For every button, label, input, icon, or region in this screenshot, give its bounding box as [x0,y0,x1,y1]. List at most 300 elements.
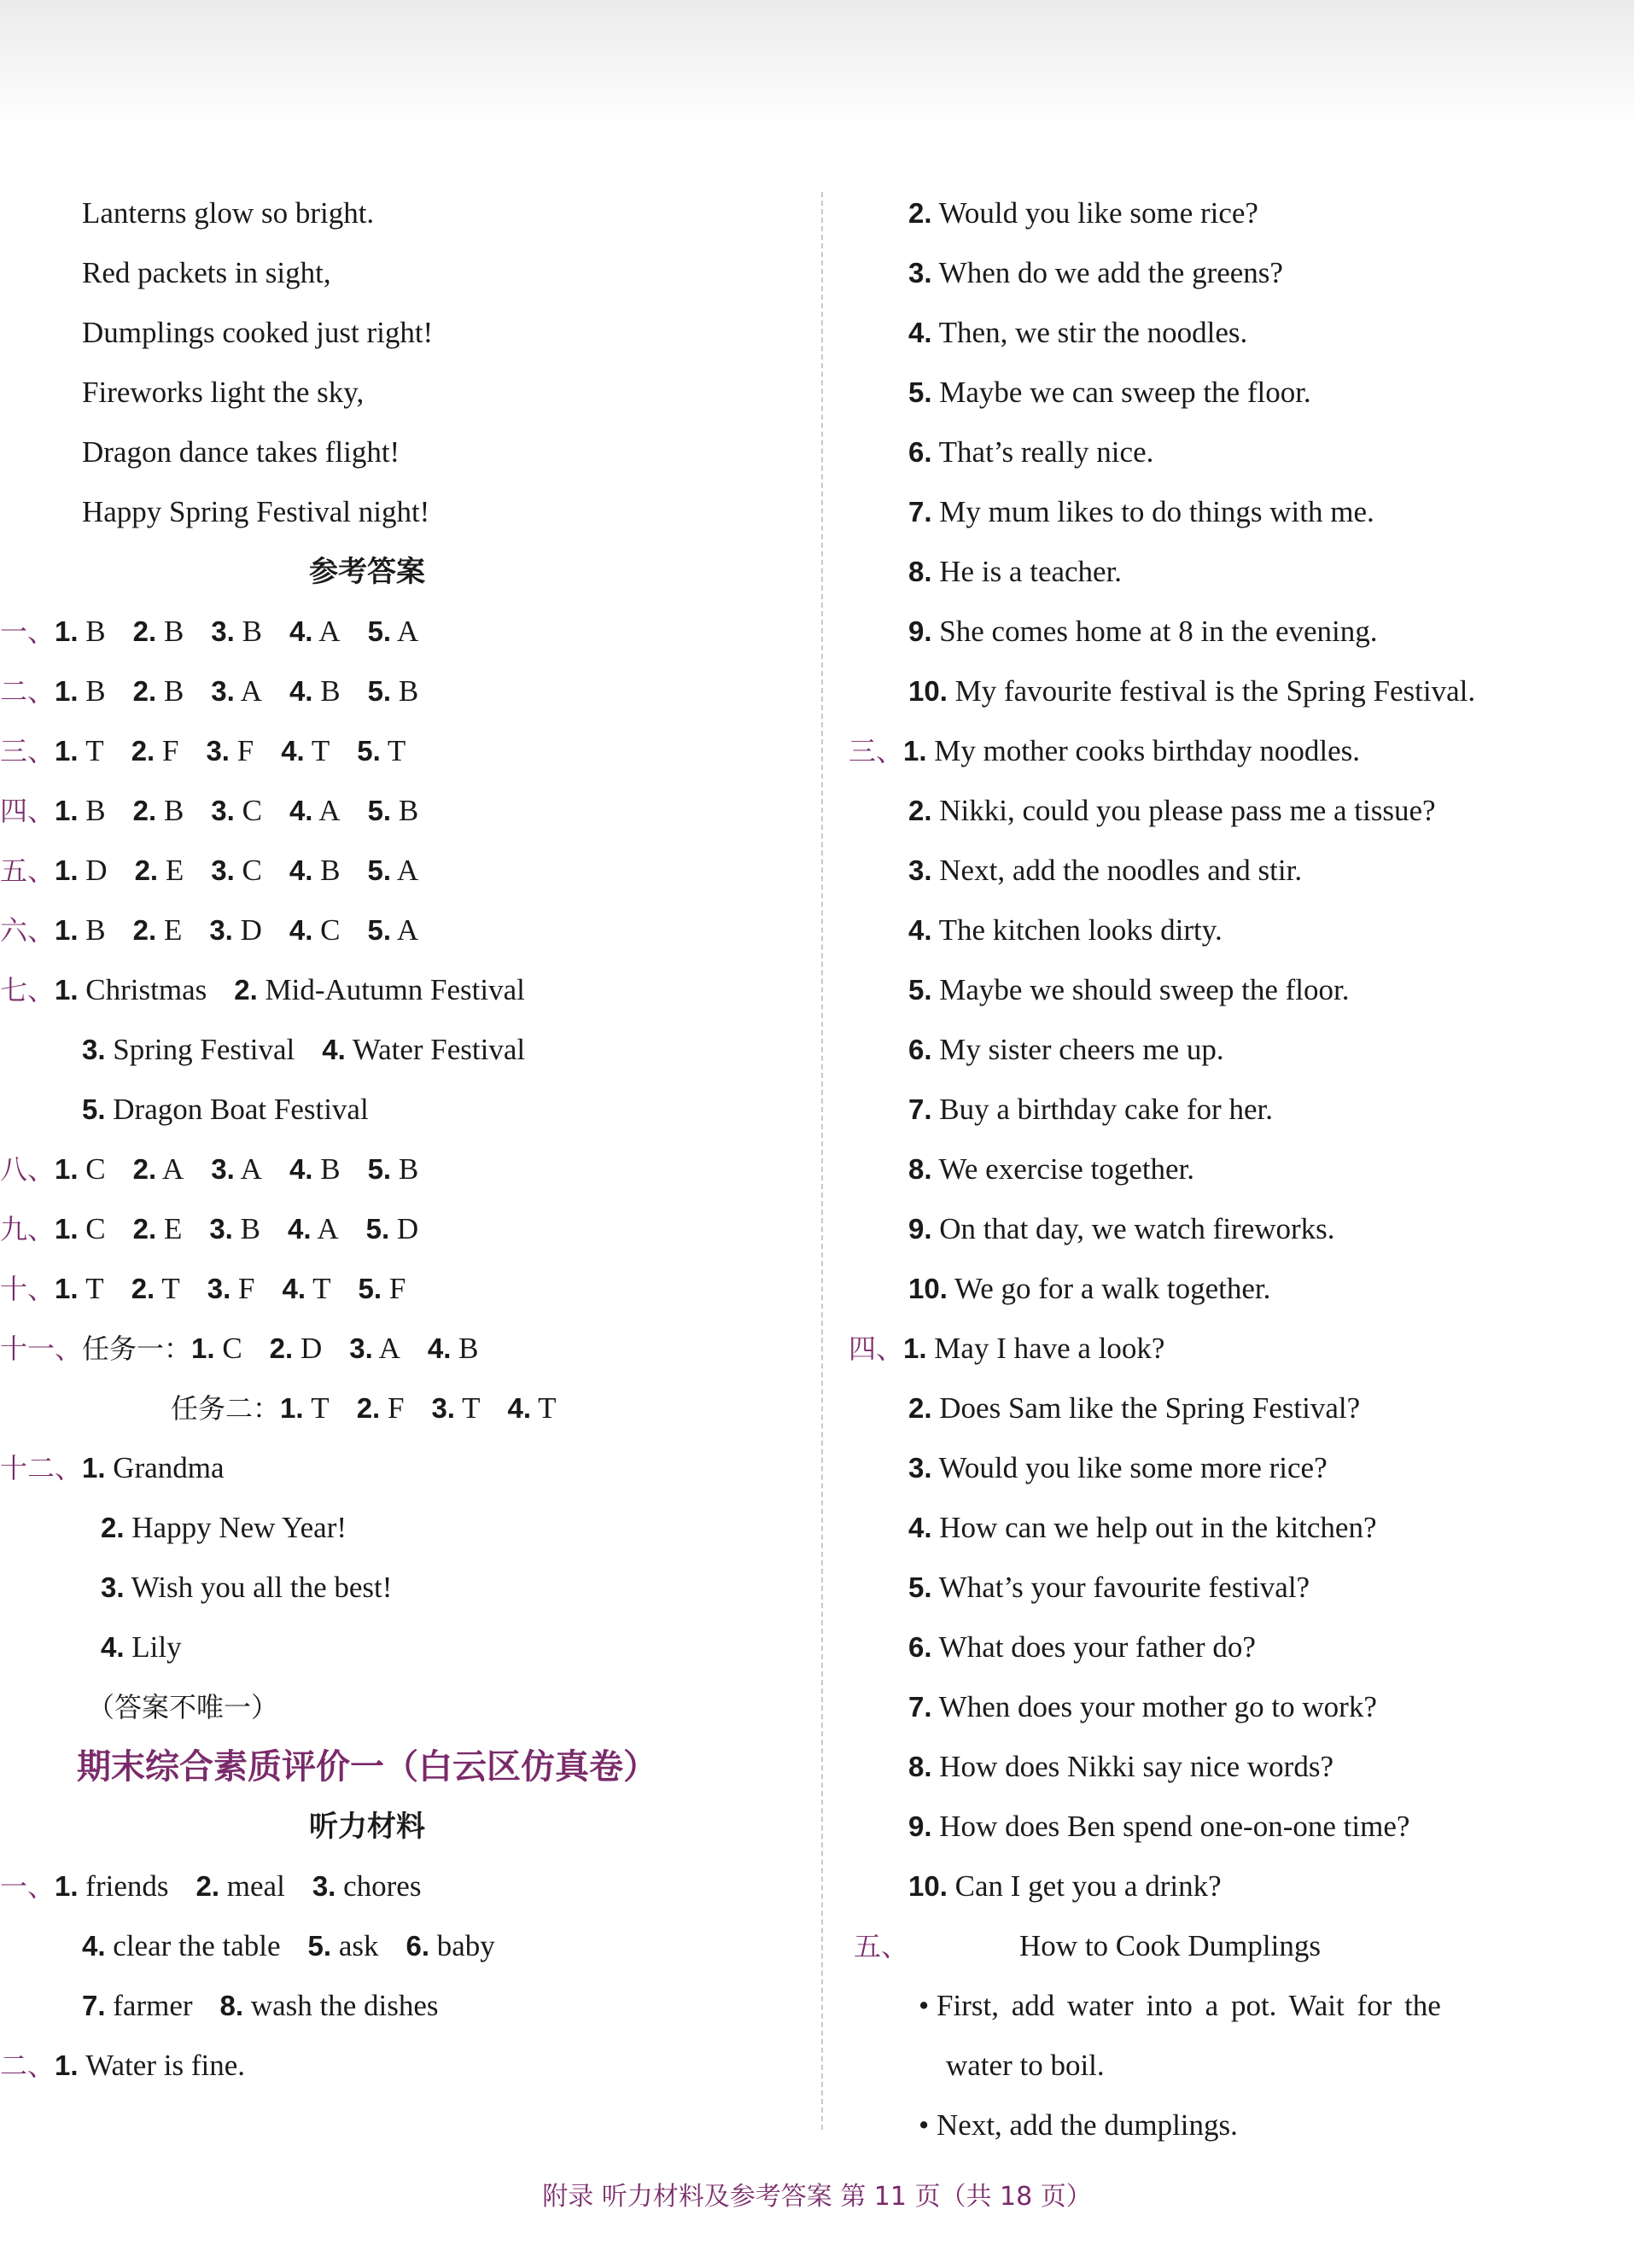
sentence-line [849,721,1588,781]
sentence-line [854,1199,1588,1259]
item-number: 5. [358,1273,382,1304]
answer-row [0,781,816,841]
item-number: 4. [908,317,932,348]
sentence-line [854,423,1588,482]
answer-letter: A [162,1152,184,1186]
sentence-line [854,960,1588,1020]
answer-letter: B [163,794,184,827]
answer-letter: F [161,734,179,767]
answer-text: Happy New Year! [131,1511,347,1544]
answer-row [0,901,816,960]
item-number: 2. [132,675,157,707]
item-number: 4. [101,1631,125,1663]
answer-letter: T [161,1272,180,1305]
answer-row [0,1140,816,1199]
item-number: 4. [289,1153,313,1185]
answer-row-11-cont [82,1379,816,1438]
answer-letter: D [85,854,108,887]
sentence-line [849,1319,1588,1379]
sentence-line [854,1379,1588,1438]
item-number: 4. [289,795,313,826]
poem-line: Dragon dance takes flight! [82,435,400,469]
section-label: 十一、 [0,1332,83,1365]
item-number: 4. [908,914,932,946]
item-number: 2. [132,795,157,826]
item-number: 5. [367,795,392,826]
section-label: 二、 [0,2049,55,2082]
answer-text: Lily [131,1630,182,1664]
item-number: 5. [367,854,392,886]
answer-text: clear the table [113,1929,281,1962]
answer-row-7-cont [82,1080,816,1140]
answer-letter: B [398,794,419,827]
sentence-text: Maybe we should sweep the floor. [939,973,1350,1006]
listen-row-1-cont [82,1916,816,1976]
answer-letter: A [378,1332,400,1365]
answer-letter: B [398,1152,419,1186]
answer-text: Water is fine. [85,2049,245,2082]
sentence-text: Next, add the noodles and stir. [939,854,1303,887]
item-number: 9. [908,1213,932,1245]
item-number: 4. [908,1512,932,1543]
section-label: 五、 [854,1930,909,1962]
sentence-text: My favourite festival is the Spring Festival. [954,674,1476,708]
sentence-text: How does Nikki say nice words? [939,1750,1333,1783]
item-number: 10. [908,1870,948,1902]
item-number: 6. [406,1930,430,1962]
item-number: 1. [55,675,79,707]
answer-row-7 [0,960,816,1020]
sentence-text: When do we add the greens? [938,256,1283,289]
item-number: 5. [367,675,392,707]
poem-line: Fireworks light the sky, [82,376,365,409]
sentence-line [854,1020,1588,1080]
item-number: 3. [82,1034,106,1065]
poem-line: Dumplings cooked just right! [82,316,434,349]
section-label: 十二、 [0,1452,83,1484]
sentence-line [854,1857,1588,1916]
item-number: 2. [234,974,258,1006]
answer-letter: B [85,615,106,648]
answer-letter: B [320,674,341,708]
answer-letter: B [320,854,341,887]
item-number: 2. [195,1870,220,1902]
bullet-line [854,2096,1588,2155]
section-label: 三、 [849,735,904,767]
item-number: 1. [55,795,79,826]
section-label: 三、 [0,735,55,767]
answer-text: Wish you all the best! [131,1571,393,1604]
answer-letter: B [398,674,419,708]
bullet-icon: • [919,1989,930,2022]
item-number: 1. [55,854,79,886]
answer-letter: A [396,913,419,947]
bullet-line [854,1976,1588,2036]
item-number: 4. [289,675,313,707]
item-number: 1. [55,1273,79,1304]
answer-text: Spring Festival [113,1033,295,1066]
page-footer: 附录 听力材料及参考答案 第 11 页（共 18 页） [542,2182,1092,2212]
answers-heading: 参考答案 [309,555,425,589]
answer-letter: T [311,734,330,767]
answer-text: Mid-Autumn Festival [265,973,525,1006]
sentence-text: He is a teacher. [939,555,1123,588]
answer-text: Water Festival [352,1033,526,1066]
answer-row [0,602,816,662]
answer-letter: A [396,854,419,887]
sentence-text: Buy a birthday cake for her. [939,1093,1273,1126]
item-number: 9. [908,615,932,647]
answer-letter: C [242,854,262,887]
answer-row-12 [0,1438,816,1498]
item-number: 5. [908,974,932,1006]
sentence-line [854,1618,1588,1677]
item-number: 4. [287,1213,312,1245]
item-number: 7. [82,1990,106,2021]
item-number: 2. [132,1213,157,1245]
item-number: 3. [908,854,932,886]
section-label: 一、 [0,1870,55,1903]
answer-row-11 [0,1319,816,1379]
answer-letter: B [85,794,106,827]
item-number: 9. [908,1810,932,1842]
item-number: 2. [132,1153,157,1185]
answer-letter: A [318,794,341,827]
answer-text: Grandma [113,1451,225,1484]
item-number: 2. [356,1392,381,1424]
item-number: 2. [132,615,157,647]
bullet-line-cont [854,2036,1588,2096]
task-label: 任务一： [82,1332,192,1365]
item-number: 5. [357,735,381,767]
answer-row-7-cont [82,1020,816,1080]
section-label: 二、 [0,675,55,708]
answer-letter: D [300,1332,323,1365]
item-number: 3. [431,1392,455,1424]
item-number: 4. [282,1273,306,1304]
answer-text: Christmas [85,973,207,1006]
answer-letter: A [318,615,341,648]
item-number: 5. [307,1930,332,1962]
section-label: 十、 [0,1273,55,1305]
answer-letter: B [163,615,184,648]
left-column [0,184,816,2096]
sentence-line [854,363,1588,423]
item-number: 1. [280,1392,304,1424]
poem-line: Happy Spring Festival night! [82,495,430,528]
sentence-text: May I have a look? [934,1332,1165,1365]
answer-letter: B [240,1212,260,1245]
sentence-line [854,1737,1588,1797]
item-number: 3. [209,1213,233,1245]
answer-letter: T [538,1391,557,1425]
answer-row [0,662,816,721]
answer-text: chores [343,1869,422,1903]
bullet-icon: • [919,2108,930,2142]
passage-text: First, add water into a pot. Wait for the [937,1989,1441,2022]
sentence-line [854,1558,1588,1618]
answer-text: Dragon Boat Festival [113,1093,369,1126]
answer-letter: B [85,913,106,947]
sentence-text: We exercise together. [938,1152,1195,1186]
sentence-line [854,243,1588,303]
poem-line: Red packets in sight, [82,256,331,289]
item-number: 2. [908,1392,932,1424]
item-number: 3. [211,795,235,826]
answer-letter: C [320,913,341,947]
sentence-text: Nikki, could you please pass me a tissue? [939,794,1436,827]
sentence-text: We go for a walk together. [954,1272,1271,1305]
sentence-line [854,662,1588,721]
answer-row-12-cont [82,1498,816,1558]
listening-heading: 听力材料 [309,1810,425,1844]
sentence-text: What does your father do? [938,1630,1256,1664]
answer-letter: T [312,1272,331,1305]
item-number: 1. [191,1332,215,1364]
item-number: 3. [349,1332,373,1364]
item-number: 4. [82,1930,106,1962]
item-number: 5. [82,1093,106,1125]
answer-letter: E [163,913,183,947]
answer-text: meal [226,1869,285,1903]
answer-letter: D [240,913,262,947]
item-number: 3. [211,615,235,647]
sentence-line [854,1080,1588,1140]
answer-letter: B [242,615,262,648]
item-number: 4. [427,1332,452,1364]
answer-letter: E [165,854,184,887]
item-number: 8. [908,1153,932,1185]
item-number: 4. [289,914,313,946]
sentence-line [854,542,1588,602]
section-label: 一、 [0,615,55,648]
passage-text: water to boil. [946,2049,1105,2082]
answer-letter: A [240,674,262,708]
listen-section-5 [854,1916,1588,1976]
item-number: 7. [908,1093,932,1125]
answer-rows-8-10 [0,1140,816,1319]
item-number: 1. [82,1452,106,1484]
sentence-text: When does your mother go to work? [938,1690,1377,1723]
item-number: 1. [55,974,79,1006]
item-number: 5. [367,1153,392,1185]
item-number: 6. [908,436,932,468]
item-number: 1. [903,735,927,767]
item-number: 3. [211,675,235,707]
answer-text: farmer [113,1989,193,2022]
item-number: 4. [507,1392,532,1424]
item-number: 3. [908,257,932,289]
item-number: 10. [908,675,948,707]
listen-section-3 [849,721,1588,1319]
section-label: 四、 [0,795,55,827]
item-number: 4. [281,735,305,767]
section-label: 九、 [0,1213,55,1245]
section-label: 八、 [0,1153,55,1186]
sentence-text: How can we help out in the kitchen? [939,1511,1377,1544]
answer-letter: T [85,1272,104,1305]
section-label: 七、 [0,974,55,1006]
item-number: 2. [131,735,155,767]
task-label: 任务二： [171,1392,281,1425]
passage-text: Next, add the dumplings. [937,2108,1238,2142]
sentence-line [854,781,1588,841]
answer-text: wash the dishes [250,1989,439,2022]
item-number: 1. [55,2049,79,2081]
sentence-line [854,602,1588,662]
answer-note: （答案不唯一） [87,1691,279,1723]
answer-text: friends [85,1869,169,1903]
section-label: 五、 [0,854,55,887]
sentence-line [854,184,1588,243]
answer-letter: B [458,1332,479,1365]
item-number: 5. [367,615,392,647]
answer-letter: C [242,794,262,827]
item-number: 3. [209,914,233,946]
item-number: 2. [131,1273,155,1304]
item-number: 8. [908,556,932,587]
item-number: 8. [219,1990,244,2021]
sentence-line [854,1797,1588,1857]
item-number: 1. [55,914,79,946]
answer-letter: B [320,1152,341,1186]
item-number: 2. [132,914,157,946]
answer-letter: F [238,1272,255,1305]
sentence-text: Can I get you a drink? [954,1869,1222,1903]
answer-letter: F [388,1272,406,1305]
sentence-line [854,1259,1588,1319]
answer-letter: C [85,1152,106,1186]
listen-section-4 [849,1319,1588,1916]
answer-row [0,841,816,901]
section-label: 四、 [849,1332,904,1365]
sentence-text: That’s really nice. [938,435,1154,469]
sentence-text: She comes home at 8 in the evening. [939,615,1378,648]
sentence-line [854,303,1588,363]
item-number: 1. [55,1153,79,1185]
item-number: 10. [908,1273,948,1304]
item-number: 7. [908,1691,932,1723]
sentence-text: Does Sam like the Spring Festival? [939,1391,1361,1425]
sentence-text: Would you like some rice? [938,196,1258,230]
answer-letter: T [311,1391,330,1425]
listen-section-2-cont [854,184,1588,721]
sentence-text: My mum likes to do things with me. [939,495,1374,528]
item-number: 3. [206,735,230,767]
item-number: 5. [365,1213,390,1245]
sentence-text: Would you like some more rice? [938,1451,1328,1484]
item-number: 3. [101,1571,125,1603]
answer-letter: E [163,1212,183,1245]
item-number: 4. [289,615,313,647]
sentence-text: What’s your favourite festival? [938,1571,1310,1604]
answer-letter: B [85,674,106,708]
sentence-line [854,841,1588,901]
sentence-line [854,901,1588,960]
answer-letter: T [462,1391,481,1425]
sentence-line [854,1677,1588,1737]
sentence-text: The kitchen looks dirty. [938,913,1223,947]
item-number: 1. [55,1213,79,1245]
item-number: 2. [134,854,159,886]
item-number: 2. [101,1512,125,1543]
scan-top-shadow [0,0,1634,128]
item-number: 3. [211,1153,235,1185]
answer-row-12-cont [82,1558,816,1618]
item-number: 4. [289,854,313,886]
sentence-line [854,482,1588,542]
answer-text: ask [338,1929,379,1962]
item-number: 3. [908,1452,932,1484]
answer-row [0,1199,816,1259]
section-title: 期末综合素质评价一（白云区仿真卷） [77,1747,657,1787]
answer-letter: F [236,734,254,767]
item-number: 5. [367,914,392,946]
item-number: 6. [908,1034,932,1065]
answer-letter: A [317,1212,339,1245]
answer-letter: T [85,734,104,767]
sentence-line [854,1140,1588,1199]
item-number: 4. [322,1034,346,1065]
item-number: 3. [312,1870,336,1902]
answer-text: baby [436,1929,495,1962]
answer-letter: D [396,1212,419,1245]
item-number: 1. [903,1332,927,1364]
answer-row-12-cont [82,1618,816,1677]
item-number: 6. [908,1631,932,1663]
item-number: 2. [269,1332,294,1364]
answer-letter: C [222,1332,242,1365]
sentence-text: My sister cheers me up. [939,1033,1224,1066]
listen-row-1-cont [82,1976,816,2036]
item-number: 1. [55,615,79,647]
sentence-line [854,1498,1588,1558]
passage-title: How to Cook Dumplings [1019,1929,1321,1962]
right-column [849,184,1588,2155]
answer-letter: A [240,1152,262,1186]
sentence-text: How does Ben spend one-on-one time? [939,1810,1410,1843]
column-divider [821,192,823,2130]
answer-letter: T [387,734,406,767]
item-number: 2. [908,197,932,229]
item-number: 1. [55,1870,79,1902]
sentence-text: On that day, we watch fireworks. [939,1212,1335,1245]
sentence-text: Maybe we can sweep the floor. [939,376,1311,409]
answer-letter: C [85,1212,106,1245]
item-number: 7. [908,496,932,528]
answer-row [0,1259,816,1319]
item-number: 5. [908,1571,932,1603]
answer-letter: F [387,1391,405,1425]
sentence-text: My mother cooks birthday noodles. [934,734,1360,767]
item-number: 5. [908,376,932,408]
item-number: 1. [55,735,79,767]
answer-letter: B [163,674,184,708]
listen-row-2 [0,2036,816,2096]
section-label: 六、 [0,914,55,947]
item-number: 3. [207,1273,231,1304]
item-number: 8. [908,1751,932,1782]
poem-line: Lanterns glow so bright. [82,196,375,230]
sentence-text: Then, we stir the noodles. [938,316,1248,349]
answer-rows-1-6 [0,602,816,960]
answer-letter: A [396,615,419,648]
item-number: 3. [211,854,235,886]
answer-row [0,721,816,781]
sentence-line [854,1438,1588,1498]
listen-row-1 [0,1857,816,1916]
item-number: 2. [908,795,932,826]
